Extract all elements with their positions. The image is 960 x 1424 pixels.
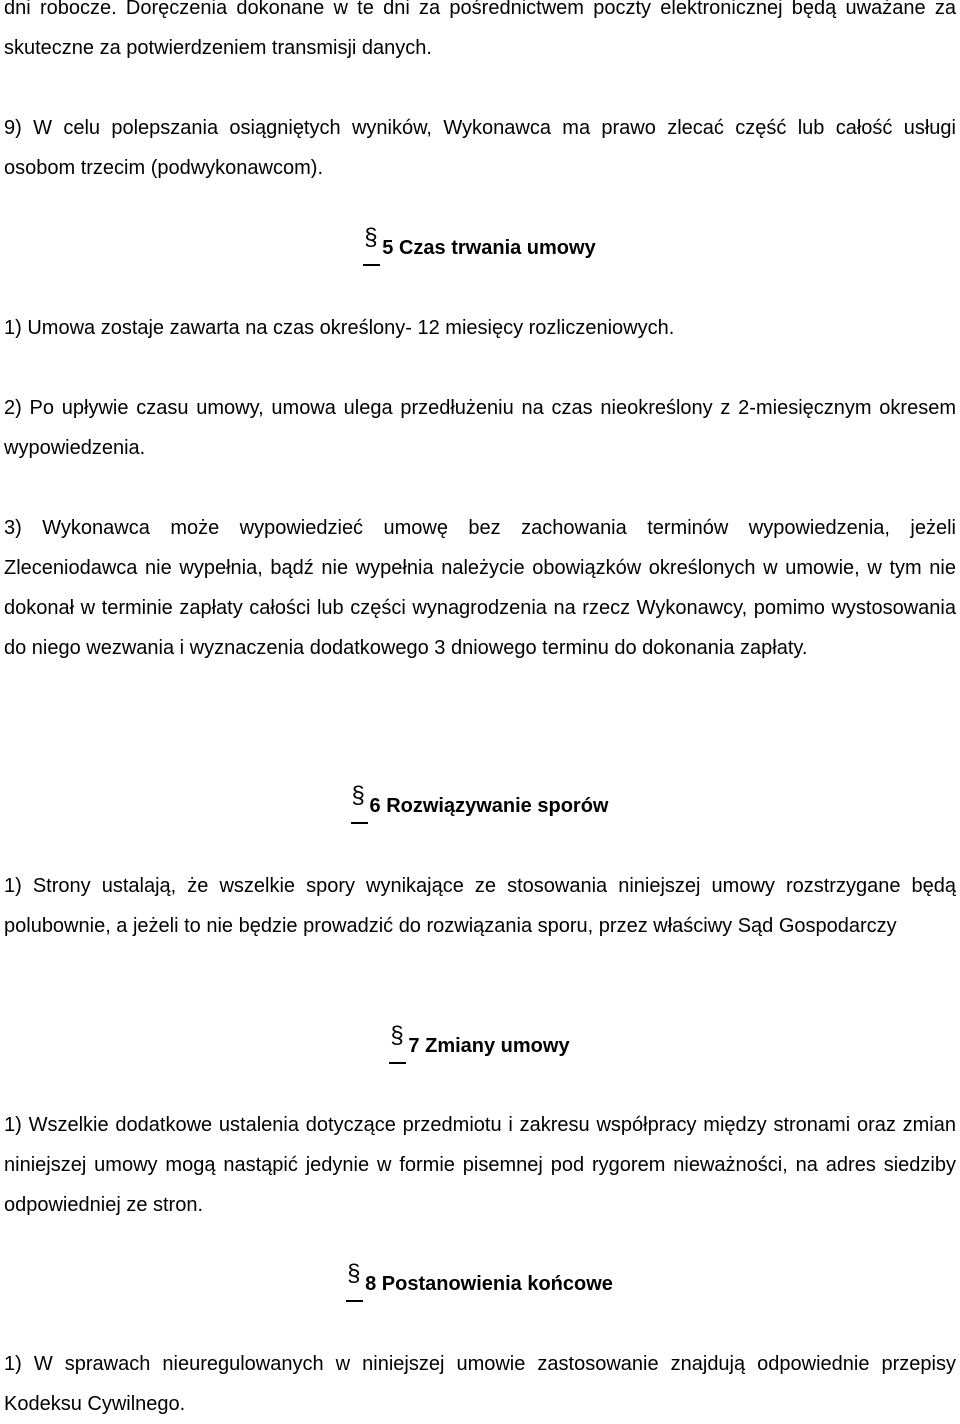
section-heading-5-text: 5 Czas trwania umowy	[382, 237, 596, 259]
paragraph-subcontractors: 9) W celu polepszania osiągniętych wyników, Wykonawca ma prawo zlecać część lub całość usługi osobom trzecim (podwykonawcom).	[4, 117, 956, 179]
section-heading-5	[4, 228, 956, 268]
section-heading-6-text: 6 Rozwiązywanie sporów	[369, 795, 609, 817]
paragraph-contract-extension: 2) Po upływie czasu umowy, umowa ulega przedłużeniu na czas nieokreślony z 2-miesięcznym okresem wypowiedzenia.	[4, 397, 956, 459]
paragraph-disputes: 1) Strony ustalają, że wszelkie spory wynikające ze stosowania niniejszej umowy rozstrzygane będą polubownie, a jeżeli to nie będzie prowadzić do rozwiązania sporu, przez właściwy Sąd Gospodarczy	[4, 875, 956, 937]
section-heading-8-text: 8 Postanowienia końcowe	[365, 1273, 613, 1295]
section-heading-8	[4, 1264, 956, 1304]
paragraph-delivery-continuation: dni robocze. Doręczenia dokonane w te dni za pośrednictwem poczty elektronicznej będą uważane za skuteczne za potwierdzeniem transmisji danych.	[4, 0, 956, 59]
section-heading-7	[4, 1026, 956, 1066]
paragraph-final-provisions: 1) W sprawach nieuregulowanych w niniejszej umowie zastosowanie znajdują odpowiednie przepisy Kodeksu Cywilnego.	[4, 1353, 956, 1415]
section-heading-7-text: 7 Zmiany umowy	[408, 1035, 570, 1057]
section-heading-6	[4, 786, 956, 826]
paragraph-termination: 3) Wykonawca może wypowiedzieć umowę bez zachowania terminów wypowiedzenia, jeżeli Zleceniodawca nie wypełnia, bądź nie wypełnia należycie obowiązków określonych w umowie, w tym nie dokonał w terminie zapłaty całości lub części wynagrodzenia na rzecz Wykonawcy, pomimo wystosowania do niego wezwania i wyznaczenia dodatkowego 3 dniowego terminu do dokonania zapłaty.	[4, 517, 956, 659]
paragraph-amendments: 1) Wszelkie dodatkowe ustalenia dotyczące przedmiotu i zakresu współpracy między stronami oraz zmian niniejszej umowy mogą nastąpić jedynie w formie pisemnej pod rygorem nieważności, na adres siedziby odpowiedniej ze stron.	[4, 1114, 956, 1216]
paragraph-contract-term: 1) Umowa zostaje zawarta na czas określony- 12 miesięcy rozliczeniowych.	[4, 317, 675, 339]
